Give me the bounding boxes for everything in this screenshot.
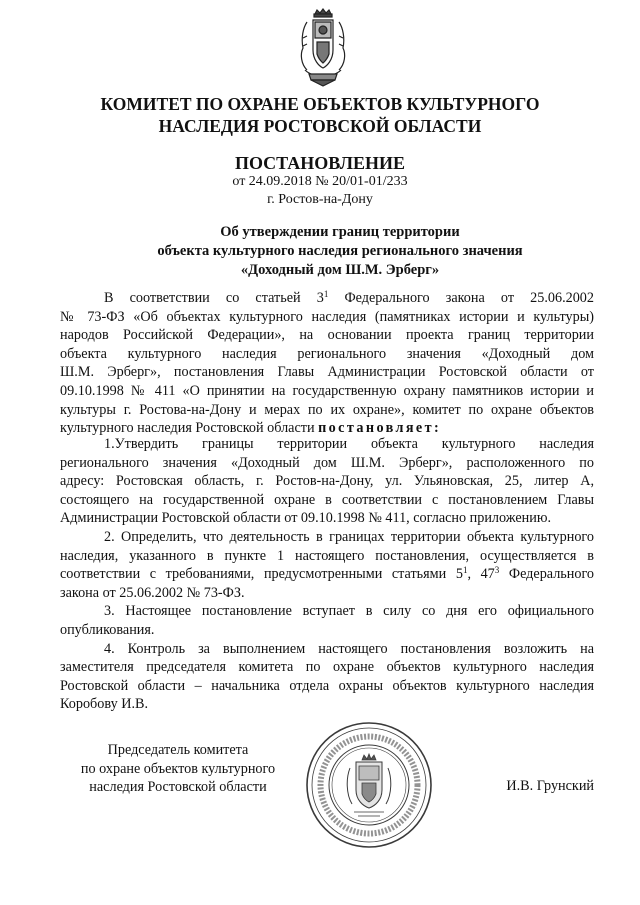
document-date-number: от 24.09.2018 № 20/01-01/233 bbox=[232, 174, 408, 189]
superscript: 1 bbox=[462, 565, 468, 576]
organization-title bbox=[40, 93, 600, 137]
org-title-line2: НАСЛЕДИЯ РОСТОВСКОЙ ОБЛАСТИ bbox=[158, 116, 482, 136]
superscript: 3 bbox=[494, 565, 500, 576]
position-line2: по охране объектов культурного bbox=[80, 760, 276, 777]
item4-line: Коробову И.В. bbox=[60, 696, 149, 713]
org-title-line1: КОМИТЕТ ПО ОХРАНЕ ОБЪЕКТОВ КУЛЬТУРНОГО bbox=[100, 94, 540, 114]
item2-line: 2. Определить, что деятельность в границах территории объекта культурного bbox=[104, 528, 594, 545]
item2-line: наследия, указанного в пункте 1 настоящего постановления, осуществляется в bbox=[60, 547, 594, 564]
document-place: г. Ростов-на-Дону bbox=[267, 192, 373, 207]
item1-line: 1.Утвердить границы территории объекта культурного наследия bbox=[104, 436, 594, 452]
position-line1: Председатель комитета bbox=[107, 742, 249, 758]
decree-word: постановляет: bbox=[318, 420, 442, 437]
coat-of-arms-icon bbox=[297, 8, 349, 88]
decree-items bbox=[60, 435, 594, 714]
preamble-line bbox=[60, 289, 594, 308]
subject-line2: объекта культурного наследия регионального значения bbox=[157, 243, 523, 259]
preamble-paragraph bbox=[60, 289, 594, 438]
item1-line: адресу: Ростовская область, г. Ростов-на-Дону, ул. Ульяновская, 25, литер А, bbox=[60, 473, 594, 490]
document-subject bbox=[90, 223, 590, 280]
item4-line: Ростовской области – начальника отдела охраны объектов культурного наследия bbox=[60, 677, 594, 694]
preamble-line: Ш.М. Эрберг», постановления Главы Администрации Ростовской области от bbox=[60, 364, 594, 381]
subject-line1: Об утверждении границ территории bbox=[220, 224, 460, 240]
preamble-line: культуры г. Ростова-на-Дону и мерах по их охране», комитет по охране объектов bbox=[60, 401, 594, 418]
item2-line: закона от 25.06.2002 № 73-ФЗ. bbox=[60, 584, 245, 601]
official-seal-icon bbox=[304, 720, 434, 850]
item1-line: регионального значения «Доходный дом Ш.М. Эрберг», расположенного по bbox=[60, 454, 594, 471]
preamble-text: Федерального закона от 25.06.2002 bbox=[328, 290, 594, 306]
item2-text: Федерального bbox=[499, 566, 595, 583]
item3-line: 3. Настоящее постановление вступает в силу со дня его официального bbox=[104, 603, 594, 620]
item4-line: 4. Контроль за выполнением настоящего постановления возложить на bbox=[104, 640, 594, 657]
preamble-text: культурного наследия Ростовской области bbox=[60, 420, 319, 437]
preamble-text: В соответствии со статьей 3 bbox=[104, 290, 324, 306]
preamble-line: объекта культурного наследия регионального значения «Доходный дом bbox=[60, 345, 594, 362]
item2-text: соответствии с требованиями, предусмотренными статьями 5 bbox=[60, 566, 463, 583]
superscript: 1 bbox=[323, 289, 329, 299]
item4-line: заместителя председателя комитета по охране объектов культурного наследия bbox=[60, 659, 594, 676]
signatory-name: И.В. Грунский bbox=[506, 778, 594, 794]
preamble-line: народов Российской Федерации», на основании проекта границ территории bbox=[60, 327, 594, 344]
position-line3: наследия Ростовской области bbox=[89, 779, 267, 795]
signatory-position bbox=[60, 741, 296, 797]
item3-line: опубликования. bbox=[60, 621, 155, 638]
item1-line: состоящего на государственной охране в соответствии с постановлением Главы bbox=[60, 491, 594, 508]
item2-text: , 47 bbox=[467, 566, 495, 583]
item2-line bbox=[60, 565, 594, 584]
preamble-line: № 73-ФЗ «Об объектах культурного наследия (памятниках истории и культуры) bbox=[60, 308, 594, 325]
item1-line: Администрации Ростовской области от 09.10.1998 № 411, согласно приложению. bbox=[60, 510, 551, 527]
subject-line3: «Доходный дом Ш.М. Эрберг» bbox=[240, 262, 440, 278]
preamble-line: 09.10.1998 № 411 «О принятии на государственную охрану памятников истории и bbox=[60, 382, 594, 399]
document-type: ПОСТАНОВЛЕНИЕ bbox=[234, 153, 406, 173]
